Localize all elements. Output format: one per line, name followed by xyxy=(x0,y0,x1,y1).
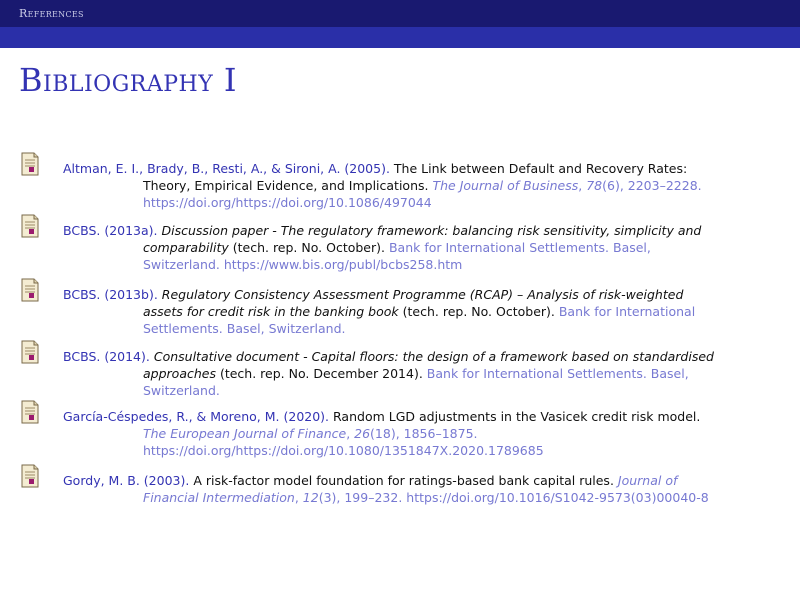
bib-title: Random LGD adjustments in the Vasicek credit risk model. xyxy=(333,409,701,424)
bib-line xyxy=(143,303,695,320)
bib-publisher: Bank for International Settlements. Basel, xyxy=(388,240,651,255)
bib-author[interactable]: BCBS. (2013a). xyxy=(63,223,158,238)
bib-place: Switzerland. xyxy=(143,383,220,398)
bib-link[interactable]: https://doi.org/10.1016/S1042-9573(03)00040-8 xyxy=(406,490,709,505)
bib-report: (tech. rep. No. October). xyxy=(402,304,555,319)
bib-title: assets for credit risk in the banking book xyxy=(143,304,399,319)
bib-author[interactable]: Gordy, M. B. (2003). xyxy=(63,473,190,488)
bib-link[interactable]: https://doi.org/https://doi.org/10.1086/497044 xyxy=(143,195,432,210)
bib-line xyxy=(143,382,220,399)
bib-line xyxy=(63,286,683,303)
bib-journal: The European Journal of Finance xyxy=(143,426,347,441)
bib-line xyxy=(63,160,687,177)
bib-line xyxy=(143,365,689,382)
bib-line xyxy=(63,222,701,239)
document-icon xyxy=(20,464,40,488)
bib-author[interactable]: Altman, E. I., Brady, B., Resti, A., & Sironi, A. (2005). xyxy=(63,161,390,176)
bib-volume: 26 xyxy=(354,426,371,441)
bib-link[interactable]: https://www.bis.org/publ/bcbs258.htm xyxy=(223,257,463,272)
bib-line xyxy=(143,239,651,256)
bib-volume: 78 xyxy=(586,178,603,193)
bib-journal: Journal of xyxy=(617,473,678,488)
bib-line xyxy=(143,194,432,211)
bib-report: (tech. rep. No. October). xyxy=(232,240,385,255)
bib-line xyxy=(143,320,345,337)
bib-line: The European Journal of Finance, 26(18), 1856–1875. xyxy=(143,426,478,441)
bib-title: Consultative document - Capital floors: the design of a framework based on standardised xyxy=(153,349,714,364)
bib-title: Regulatory Consistency Assessment Programme (RCAP) – Analysis of risk-weighted xyxy=(161,287,684,302)
bib-line: Theory, Empirical Evidence, and Implications. The Journal of Business, 78(6), 2203–2228. xyxy=(143,178,702,193)
bib-title: comparability xyxy=(143,240,229,255)
bib-title: Theory, Empirical Evidence, and Implications. xyxy=(143,178,429,193)
bib-details: (18), 1856–1875. xyxy=(370,426,478,441)
bib-journal: Financial Intermediation xyxy=(143,490,295,505)
bib-author[interactable]: BCBS. (2013b). xyxy=(63,287,158,302)
bib-line xyxy=(143,442,544,459)
page-title: Bibliography I xyxy=(19,61,238,99)
bib-line xyxy=(63,472,677,489)
bib-title: The Link between Default and Recovery Rates: xyxy=(393,161,688,176)
document-icon xyxy=(20,278,40,302)
bib-line xyxy=(143,256,462,273)
bib-publisher: Bank for International Settlements. Basel, xyxy=(426,366,689,381)
bib-title: approaches xyxy=(143,366,216,381)
bib-place: Switzerland. xyxy=(143,257,220,272)
bib-line: Financial Intermediation, 12(3), 199–232. https://doi.org/10.1016/S1042-9573(03)00040-8 xyxy=(143,490,709,505)
section-title[interactable]: References xyxy=(19,7,84,20)
bib-line xyxy=(63,348,714,365)
bib-volume: 12 xyxy=(302,490,319,505)
header-subbar xyxy=(0,27,800,48)
header-bar xyxy=(0,0,800,27)
document-icon xyxy=(20,340,40,364)
bib-publisher: Bank for International xyxy=(558,304,696,319)
bib-line xyxy=(63,408,700,425)
bib-details: (3), 199–232. xyxy=(318,490,403,505)
bib-details: (6), 2203–2228. xyxy=(602,178,702,193)
document-icon xyxy=(20,214,40,238)
bib-report: (tech. rep. No. December 2014). xyxy=(219,366,423,381)
bib-author[interactable]: BCBS. (2014). xyxy=(63,349,150,364)
document-icon xyxy=(20,400,40,424)
bib-link[interactable]: https://doi.org/https://doi.org/10.1080/1351847X.2020.1789685 xyxy=(143,443,544,458)
bib-author[interactable]: García-Céspedes, R., & Moreno, M. (2020). xyxy=(63,409,330,424)
bib-place: Settlements. Basel, Switzerland. xyxy=(143,321,346,336)
bib-journal: The Journal of Business xyxy=(432,178,579,193)
bib-title: Discussion paper - The regulatory framework: balancing risk sensitivity, simplicity and xyxy=(161,223,702,238)
bib-title: A risk-factor model foundation for ratings-based bank capital rules. xyxy=(193,473,614,488)
document-icon xyxy=(20,152,40,176)
